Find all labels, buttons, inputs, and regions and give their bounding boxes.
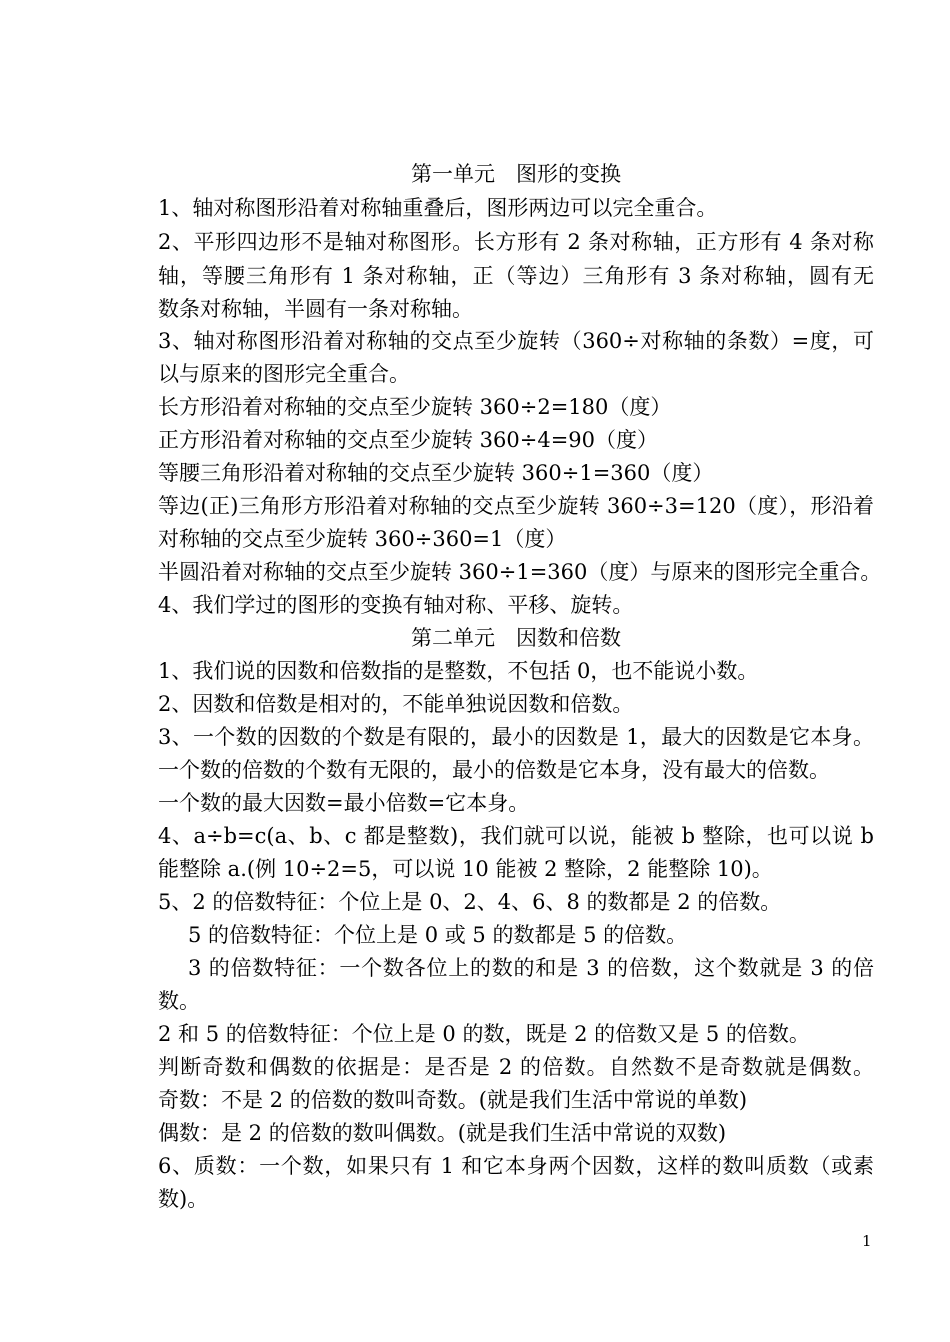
text-line: 数。 (158, 989, 200, 1013)
text-line: 以与原来的图形完全重合。 (158, 362, 410, 386)
text-line: 判断奇数和偶数的依据是：是否是 2 的倍数。自然数不是奇数就是偶数。 (158, 1055, 874, 1079)
text-line: 半圆沿着对称轴的交点至少旋转 360÷1=360（度）与原来的图形完全重合。 (158, 560, 882, 584)
text-line: 4、a÷b=c(a、b、c 都是整数)，我们就可以说，能被 b 整除，也可以说 b (158, 824, 874, 848)
text-line: 5 的倍数特征：个位上是 0 或 5 的数都是 5 的倍数。 (188, 923, 688, 947)
page-number: 1 (862, 1232, 872, 1250)
text-line: 6、质数：一个数，如果只有 1 和它本身两个因数，这样的数叫质数（或素 (158, 1154, 874, 1178)
text-line: 正方形沿着对称轴的交点至少旋转 360÷4=90（度） (158, 428, 659, 452)
text-line: 数)。 (158, 1187, 209, 1211)
text-line: 2 和 5 的倍数特征：个位上是 0 的数，既是 2 的倍数又是 5 的倍数。 (158, 1022, 810, 1046)
text-line: 2、平形四边形不是轴对称图形。长方形有 2 条对称轴，正方形有 4 条对称 (158, 230, 874, 254)
text-line: 4、我们学过的图形的变换有轴对称、平移、旋转。 (158, 593, 634, 617)
section-heading-1: 第一单元 图形的变换 (411, 162, 621, 186)
text-line: 奇数：不是 2 的倍数的数叫奇数。(就是我们生活中常说的单数) (158, 1088, 748, 1112)
text-line: 3 的倍数特征：一个数各位上的数的和是 3 的倍数，这个数就是 3 的倍 (188, 956, 874, 980)
text-line: 1、我们说的因数和倍数指的是整数，不包括 0，也不能说小数。 (158, 659, 759, 683)
text-line: 5、2 的倍数特征：个位上是 0、2、4、6、8 的数都是 2 的倍数。 (158, 890, 782, 914)
section-heading-2: 第二单元 因数和倍数 (411, 626, 621, 650)
text-line: 能整除 a.(例 10÷2=5，可以说 10 能被 2 整除，2 能整除 10)。 (158, 857, 773, 881)
text-line: 一个数的最大因数=最小倍数=它本身。 (158, 791, 530, 815)
text-line: 轴，等腰三角形有 1 条对称轴，正（等边）三角形有 3 条对称轴，圆有无 (158, 264, 874, 288)
text-line: 偶数：是 2 的倍数的数叫偶数。(就是我们生活中常说的双数) (158, 1121, 727, 1145)
text-line: 3、一个数的因数的个数是有限的，最小的因数是 1，最大的因数是它本身。 (158, 725, 874, 749)
text-line: 等边(正)三角形方形沿着对称轴的交点至少旋转 360÷3=120（度），形沿着 (158, 494, 874, 518)
text-line: 长方形沿着对称轴的交点至少旋转 360÷2=180（度） (158, 395, 672, 419)
text-line: 1、轴对称图形沿着对称轴重叠后，图形两边可以完全重合。 (158, 196, 718, 220)
text-line: 数条对称轴，半圆有一条对称轴。 (158, 297, 473, 321)
text-line: 3、轴对称图形沿着对称轴的交点至少旋转（360÷对称轴的条数）=度，可 (158, 329, 874, 353)
text-line: 2、因数和倍数是相对的，不能单独说因数和倍数。 (158, 692, 634, 716)
text-line: 一个数的倍数的个数有无限的，最小的倍数是它本身，没有最大的倍数。 (158, 758, 830, 782)
text-line: 等腰三角形沿着对称轴的交点至少旋转 360÷1=360（度） (158, 461, 714, 485)
text-line: 对称轴的交点至少旋转 360÷360=1（度） (158, 527, 567, 551)
